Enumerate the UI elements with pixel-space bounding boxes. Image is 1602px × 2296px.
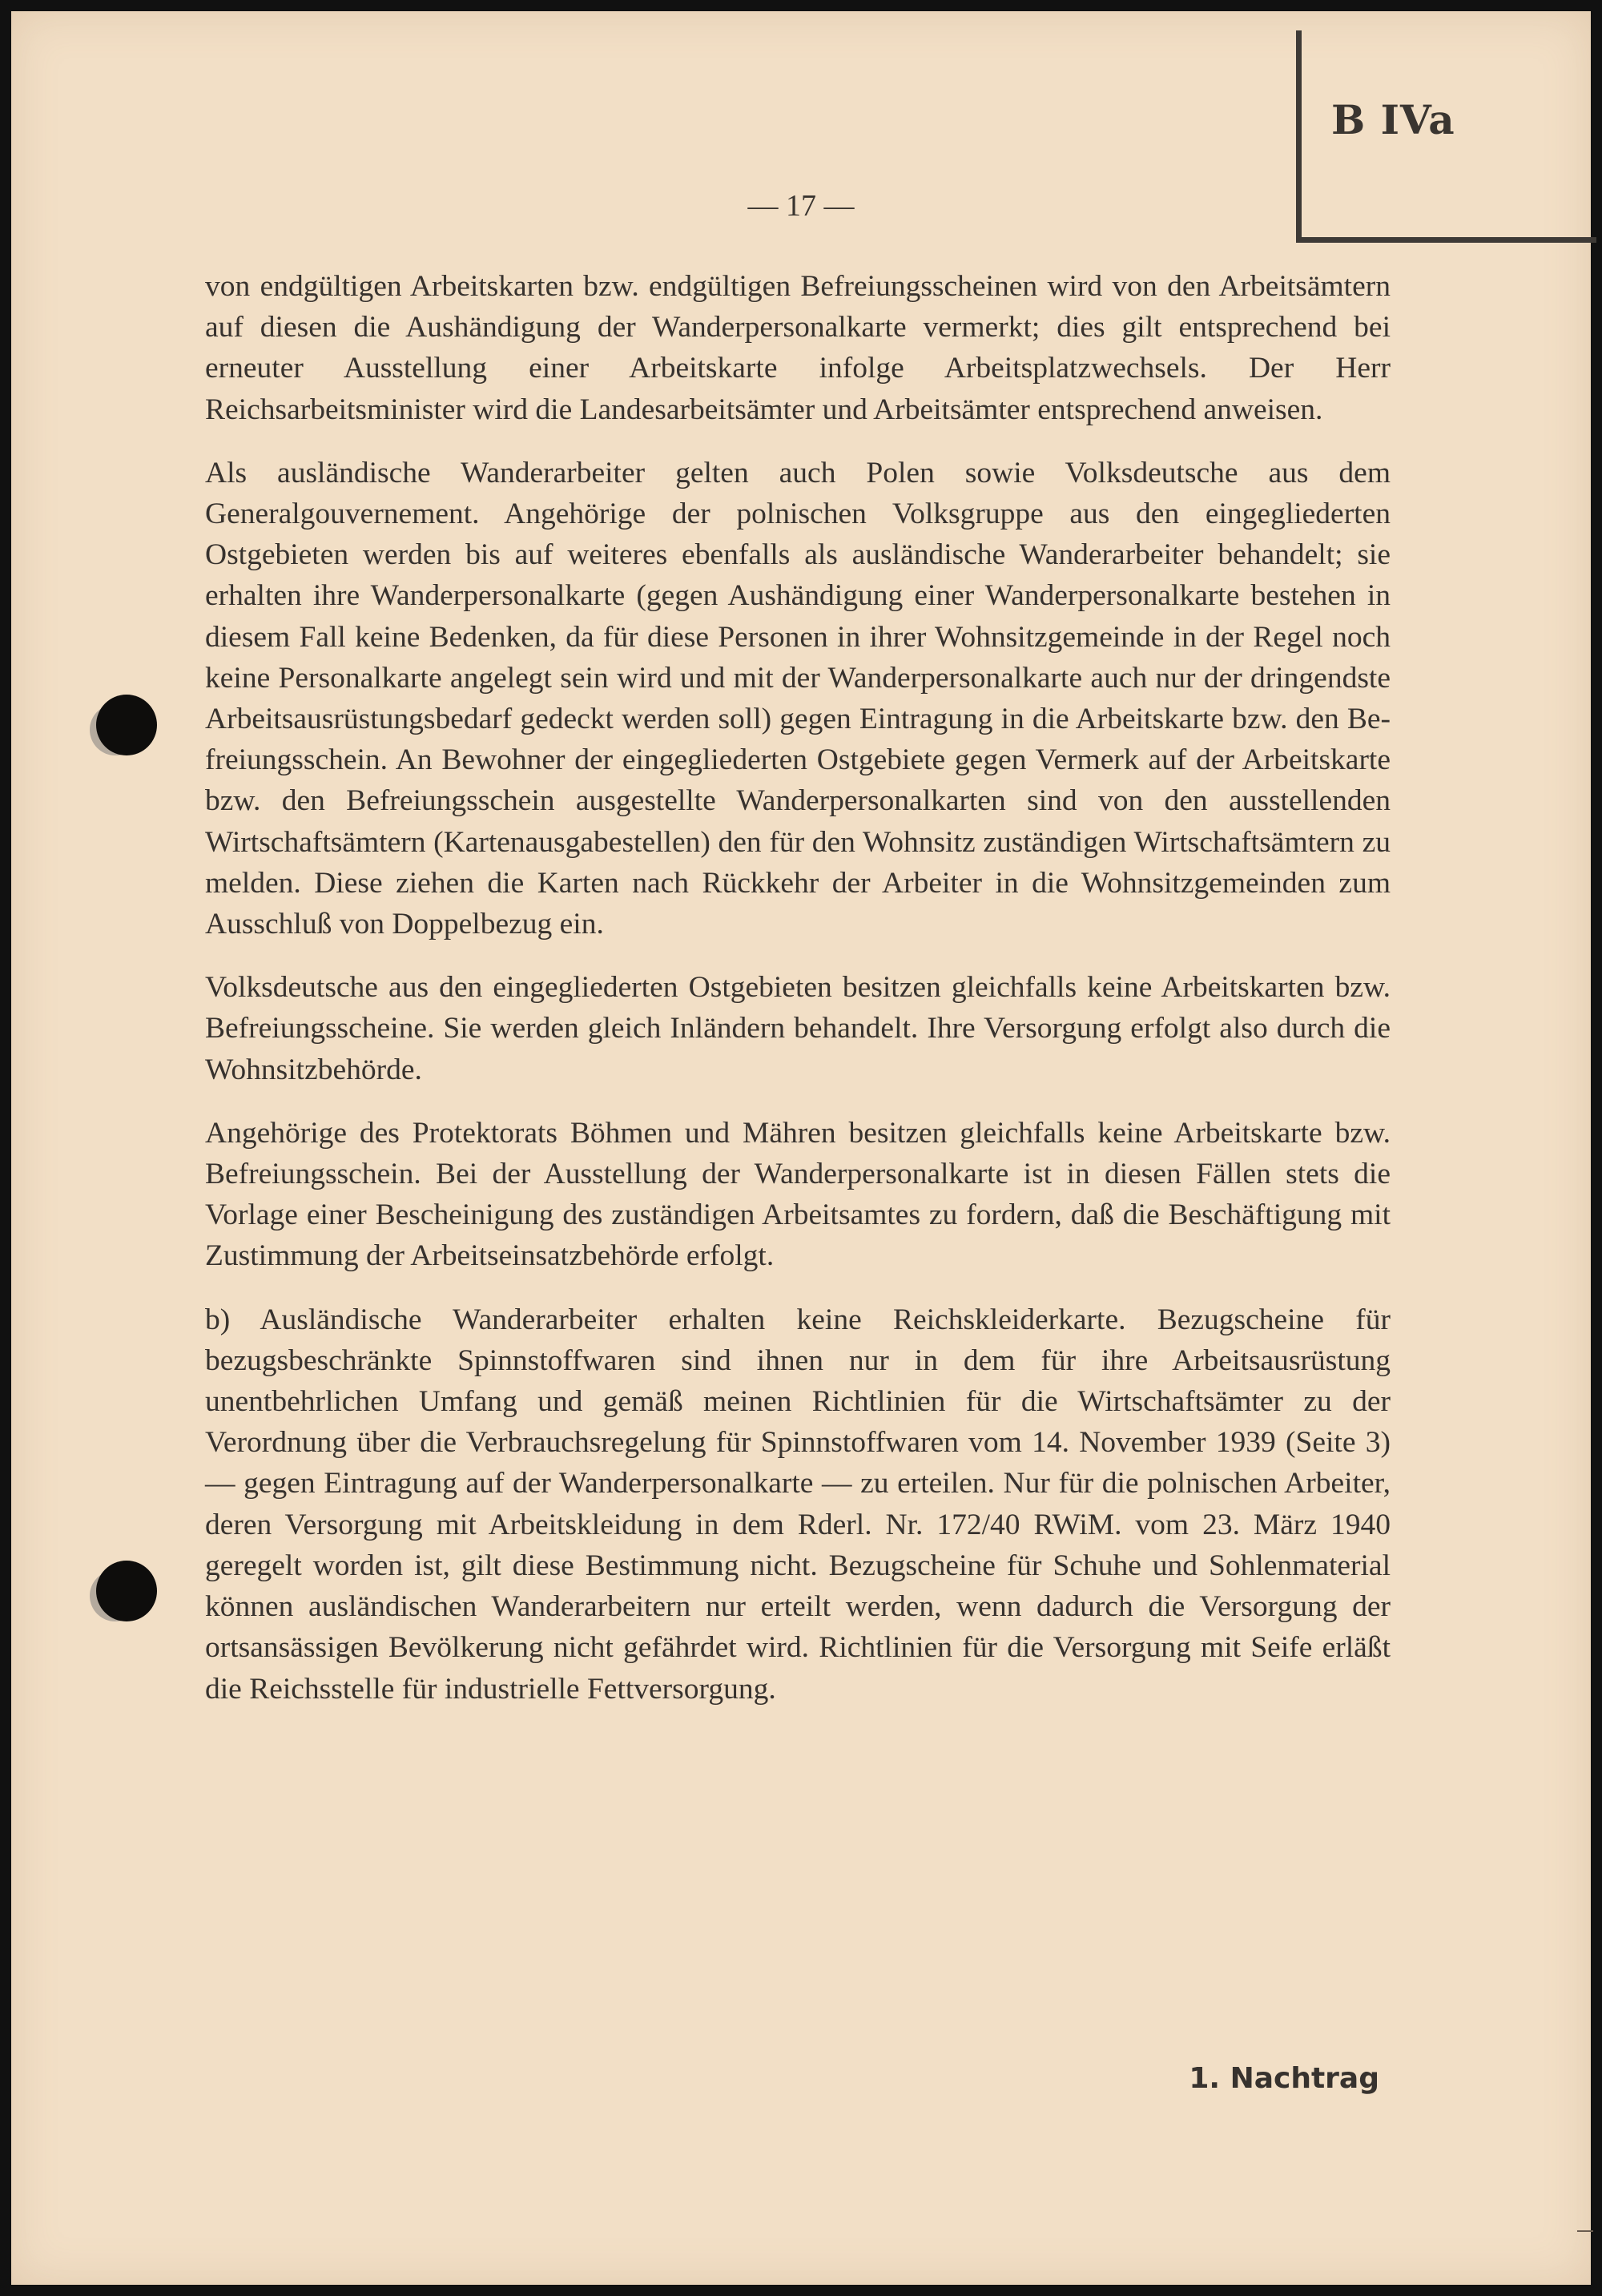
edge-mark (1577, 2230, 1593, 2232)
page-number: — 17 — (747, 189, 855, 223)
paragraph: Volksdeutsche aus den eingegliederten Ostgebieten besitzen gleichfalls keine Arbeitskarten bzw. Befreiungsscheine. Sie werden gleich Inländern behandelt. Ihre Versorgung erfolgt also durch die Wohnsitzbehörde. (205, 971, 1391, 1086)
body-text (205, 266, 1391, 1732)
punch-hole (96, 695, 157, 755)
paragraph: b) Ausländische Wanderarbeiter erhalten keine Reichskleiderkarte. Bezugscheine für bezugsbeschränkte Spinnstoffwaren sind ihnen nur in dem für ihre Arbeitsausrüstung unentbehrlichen Umfang und gemäß meinen Richtlinien für die Wirtschaftsämter zu der Verordnung über die Verbrauchsregelung für Spinnstoffwaren vom 14. November 1939 (Seite 3) — gegen Eintragung auf der Wanderpersonalkarte — zu erteilen. Nur für die polnischen Arbeiter, deren Versorgung mit Arbeitskleidung in dem Rderl. Nr. 172/40 RWiM. vom 23. März 1940 geregelt worden ist, gilt diese Bestimmung nicht. Bezugscheine für Schuhe und Sohlenmaterial können ausländischen Wanderarbeitern nur erteilt werden, wenn dadurch die Versorgung der ortsansässigen Bevölkerung nicht gefährdet wird. Richtlinien für die Versorgung mit Seife erläßt die Reichsstelle für industrielle Fettversorgung. (205, 1303, 1391, 1706)
section-code: B IVa (1331, 96, 1455, 143)
paragraph: von endgültigen Arbeitskarten bzw. endgültigen Befreiungsscheinen wird von den Arbeitsämtern auf diesen die Aushändigung der Wanderpersonalkarte vermerkt; dies gilt entsprechend bei erneuter Ausstellung einer Arbeitskarte infolge Arbeitsplatzwechsels. Der Herr Reichsarbeitsminister wird die Landesarbeitsämter und Arbeitsämter entsprechend anweisen. (205, 270, 1391, 426)
paragraph: Angehörige des Protektorats Böhmen und Mähren besitzen gleichfalls keine Arbeitskarte bzw. Befreiungsschein. Bei der Ausstellung der Wanderpersonalkarte ist in diesen Fällen stets die Vorlage einer Bescheinigung des zuständigen Arbeitsamtes zu fordern, daß die Beschäftigung mit Zustimmung der Arbeitseinsatzbehörde erfolgt. (205, 1116, 1391, 1273)
paragraph: Als ausländische Wanderarbeiter gelten auch Polen sowie Volksdeutsche aus dem Generalgouvernement. Angehörige der polnischen Volksgruppe aus den eingegliederten Ostgebieten werden bis auf weiteres ebenfalls als ausländische Wanderarbeiter behandelt; sie erhalten ihre Wanderpersonalkarte (gegen Aushändigung einer Wanderpersonalkarte bestehen in diesem Fall keine Bedenken, da für diese Personen in ihrer Wohnsitzgemeinde in der Regel noch keine Personalkarte angelegt sein wird und mit der Wanderpersonalkarte auch nur der dringendste Arbeitsausrüstungsbedarf gedeckt werden soll) gegen Eintragung in die Arbeitskarte bzw. den Befreiungsschein. An Bewohner der eingegliederten Ostgebiete gegen Vermerk auf der Arbeitskarte bzw. den Befreiungsschein ausgestellte Wanderpersonalkarten sind von den ausstellenden Wirtschaftsämtern (Kartenausgabestellen) den für den Wohnsitz zuständigen Wirtschaftsämtern zu melden. Diese ziehen die Karten nach Rückkehr der Arbeiter in die Wohnsitzgemeinden zum Ausschluß von Doppelbezug ein. (205, 456, 1391, 941)
footer-note: 1. Nachtrag (1189, 2062, 1379, 2095)
punch-hole (96, 1561, 157, 1621)
